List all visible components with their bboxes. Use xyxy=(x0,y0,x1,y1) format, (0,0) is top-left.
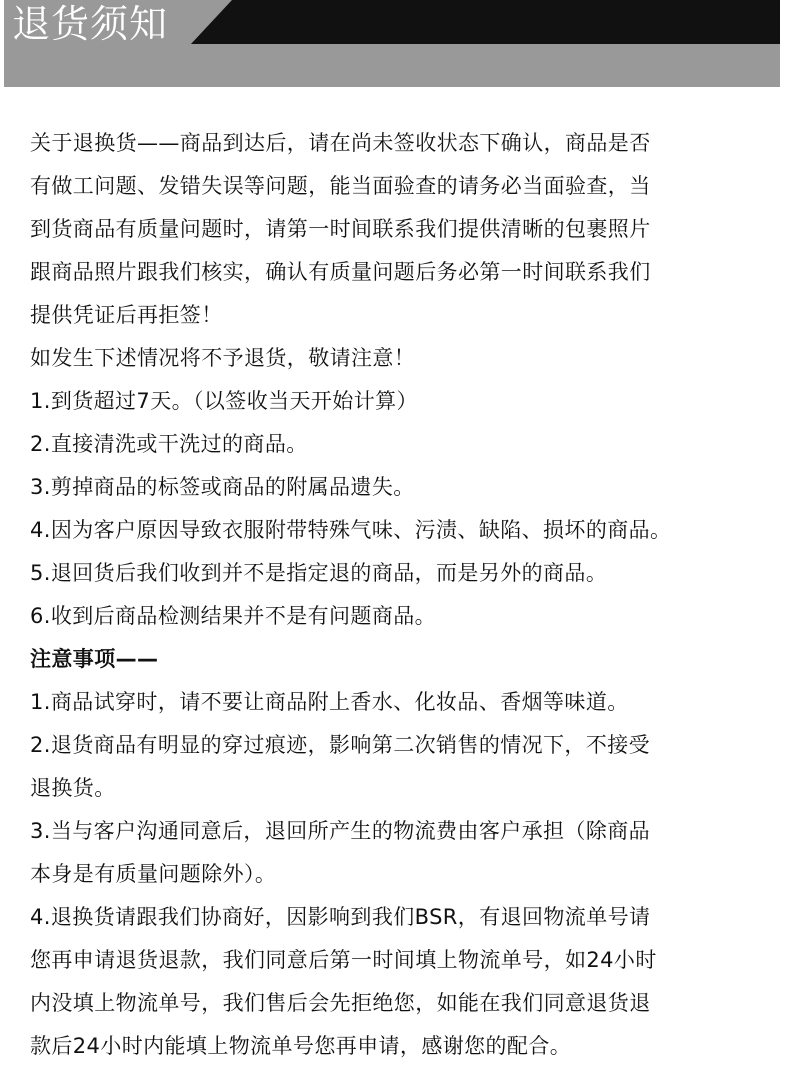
text-line: 关于退换货——商品到达后，请在尚未签收状态下确认，商品是否 xyxy=(30,131,651,155)
page-title: 退货须知 xyxy=(12,2,169,46)
header-banner xyxy=(4,0,780,87)
text-line: 本身是有质量问题除外）。 xyxy=(30,862,277,886)
text-line: 5.退回货后我们收到并不是指定退的商品，而是另外的商品。 xyxy=(30,561,608,585)
text-line: 1.到货超过7天。（以签收当天开始计算） xyxy=(30,389,418,413)
text-line: 2.退货商品有明显的穿过痕迹，影响第二次销售的情况下，不接受 xyxy=(30,733,651,757)
text-line: 3.当与客户沟通同意后，退回所产生的物流费由客户承担（除商品 xyxy=(30,819,651,843)
text-line: 4.退换货请跟我们协商好，因影响到我们BSR，有退回物流单号请 xyxy=(30,905,651,929)
text-line: 您再申请退货退款，我们同意后第一时间填上物流单号，如24小时 xyxy=(30,948,657,972)
text-line: 3.剪掉商品的标签或商品的附属品遗失。 xyxy=(30,475,415,499)
text-line: 提供凭证后再拒签！ xyxy=(30,303,223,327)
text-line: 1.商品试穿时，请不要让商品附上香水、化妆品、香烟等味道。 xyxy=(30,690,629,714)
text-line: 跟商品照片跟我们核实，确认有质量问题后务必第一时间联系我们 xyxy=(30,260,651,284)
text-line: 款后24小时内能填上物流单号您再申请，感谢您的配合。 xyxy=(30,1034,572,1058)
text-line: 2.直接清洗或干洗过的商品。 xyxy=(30,432,308,456)
return-policy-text xyxy=(30,122,775,1068)
text-line: 4.因为客户原因导致衣服附带特殊气味、污渍、缺陷、损坏的商品。 xyxy=(30,518,672,542)
text-line: 有做工问题、发错失误等问题，能当面验查的请务必当面验查，当 xyxy=(30,174,651,198)
text-line: 6.收到后商品检测结果并不是有问题商品。 xyxy=(30,604,437,628)
text-line: 退换货。 xyxy=(30,776,116,800)
text-line: 到货商品有质量问题时，请第一时间联系我们提供清晰的包裹照片 xyxy=(30,217,651,241)
text-line: 如发生下述情况将不予退货，敬请注意！ xyxy=(30,346,416,370)
text-line: 内没填上物流单号，我们售后会先拒绝您，如能在我们同意退货退 xyxy=(30,991,651,1015)
section-heading: 注意事项—— xyxy=(30,647,159,671)
